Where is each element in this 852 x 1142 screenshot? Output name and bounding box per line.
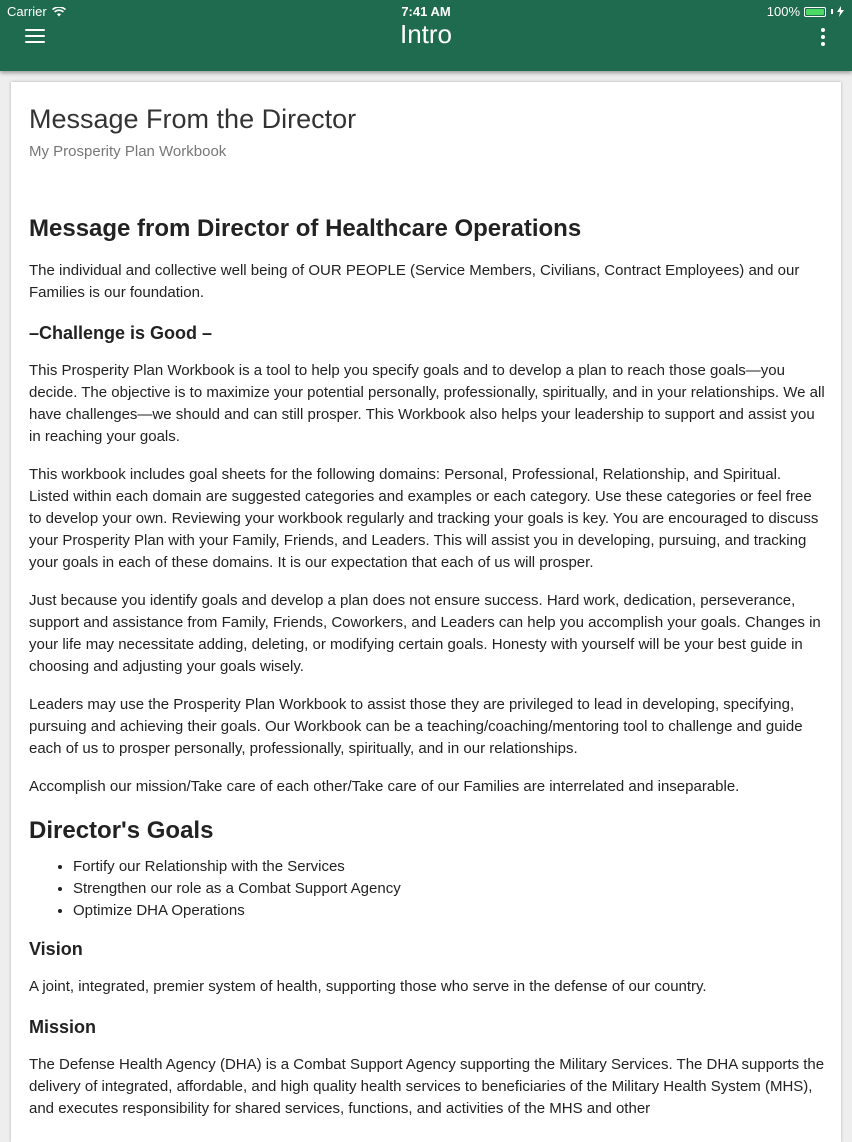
article-body (29, 212, 825, 1136)
list-item: • Optimize DHA Operations (73, 900, 825, 922)
intro-paragraph: The individual and collective well being of OUR PEOPLE (Service Members, Civilians, Contract Employees) and our Families is our foundation. (29, 262, 800, 301)
goals-list (29, 856, 825, 922)
paragraph: Accomplish our mission/Take care of each other/Take care of our Families are interrelated and inseparable. (29, 778, 740, 795)
charging-icon (837, 6, 844, 17)
vision-text: A joint, integrated, premier system of health, supporting those who serve in the defense of our country. (29, 978, 707, 995)
battery-percent: 100% (766, 4, 800, 19)
mission-text: The Defense Health Agency (DHA) is a Combat Support Agency supporting the Military Services. The DHA supports the delivery of integrated, affordable, and high quality health services to beneficiaries of the Military Health System (MHS), and executes responsibility for shared services, functions, and activities of the MHS and other (29, 1056, 825, 1117)
content-card (11, 82, 841, 1142)
mission-heading: Mission (29, 1017, 97, 1037)
page-title: Intro (399, 19, 453, 49)
list-item: • Strengthen our role as a Combat Support Agency (73, 878, 825, 900)
paragraph: This workbook includes goal sheets for the following domains: Personal, Professional, Relationship, and Spiritual. Listed within each domain are suggested categories and examples or each category. Use these categories or feel free to develop your own. Reviewing your workbook regularly and tracking your goals is key. You are encouraged to discuss your Prosperity Plan with your Family, Friends, and Leaders. This will assist you in developing, pursuing, and tracking your goals in each of these domains. It is our expectation that each of us will prosper. (29, 466, 819, 571)
challenge-heading: –Challenge is Good – (29, 323, 213, 343)
vision-heading: Vision (29, 939, 83, 959)
battery-tip (831, 9, 833, 14)
message-heading: Message from Director of Healthcare Operations (29, 215, 582, 242)
paragraph: Just because you identify goals and develop a plan does not ensure success. Hard work, dedication, perseverance, support and assistance from Family, Friends, Coworkers, and Leaders can help you accomplish your goals. Changes in your life may necessitate adding, deleting, or modifying certain goals. Honesty with yourself will be your best guide in choosing and adjusting your goals wisely. (29, 592, 821, 675)
card-title: Message From the Director (29, 104, 357, 134)
app-bar (0, 0, 852, 71)
card-subtitle: My Prosperity Plan Workbook (29, 143, 227, 160)
more-options-icon[interactable] (818, 25, 828, 49)
paragraph: Leaders may use the Prosperity Plan Workbook to assist those they are privileged to lead in developing, specifying, pursuing and achieving their goals. Our Workbook can be a teaching/coaching/mentoring tool to challenge and guide each of us to prosper personally, professionally, spiritually, and in our relationships. (29, 696, 803, 757)
status-time: 7:41 AM (401, 4, 451, 19)
paragraph: This Prosperity Plan Workbook is a tool to help you specify goals and to develop a plan to reach those goals—you decide. The objective is to maximize your potential personally, professionally, spiritually, and in your relationships. We all have challenges—we should and can still prosper. This Workbook also helps your leadership to support and assist you in reaching your goals. (29, 362, 825, 445)
goals-heading: Director's Goals (29, 817, 214, 844)
battery-icon (804, 7, 826, 17)
list-item: • Fortify our Relationship with the Services (73, 856, 825, 878)
carrier-label: Carrier (7, 4, 47, 19)
